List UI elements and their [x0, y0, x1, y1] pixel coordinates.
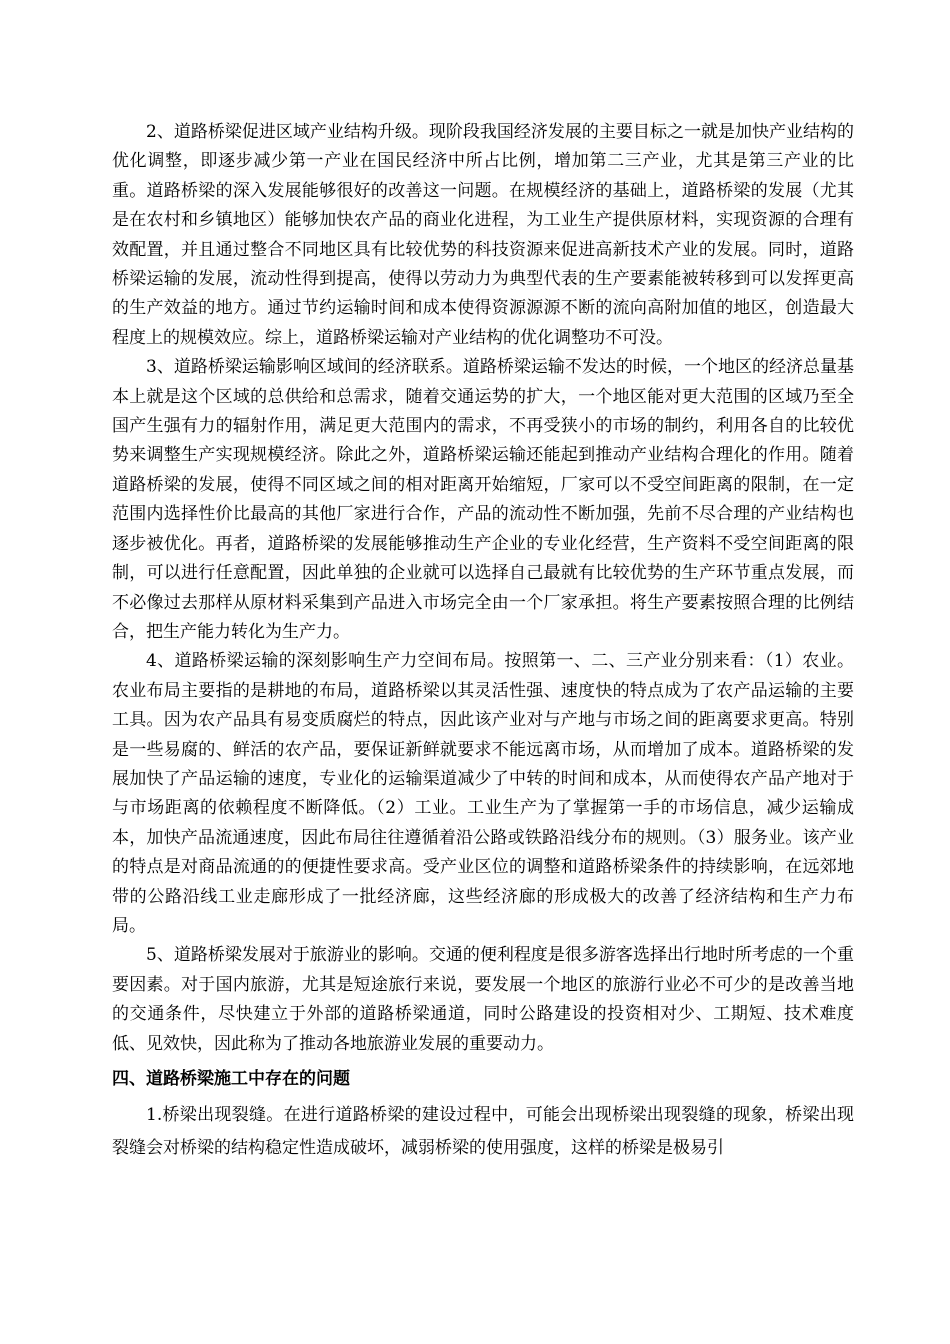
section-heading: 四、道路桥梁施工中存在的问题	[112, 1069, 350, 1089]
paragraph-industrial-structure: 2、道路桥梁促进区域产业结构升级。现阶段我国经济发展的主要目标之一就是加快产业结构的优化调整，即逐步减少第一产业在国民经济中所占比例，增加第二三产业，尤其是第三产业的比重。道路桥梁的深入发展能够很好的改善这一问题。在规模经济的基础上，道路桥梁的发展（尤其是在农村和乡镇地区）能够加快农产品的商业化进程，为工业生产提供原材料，实现资源的合理有效配置，并且通过整合不同地区具有比较优势的科技资源来促进高新技术产业的发展。同时，道路桥梁运输的发展，流动性得到提高，使得以劳动力为典型代表的生产要素能被转移到可以发挥更高的生产效益的地方。通过节约运输时间和成本使得资源源源不断的流向高附加值的地区，创造最大程度上的规模效应。综上，道路桥梁运输对产业结构的优化调整功不可没。	[112, 122, 854, 348]
paragraph-regional-economic-links: 3、道路桥梁运输影响区域间的经济联系。道路桥梁运输不发达的时候，一个地区的经济总量基本上就是这个区域的总供给和总需求，随着交通运势的扩大，一个地区能对更大范围的区域乃至全国产生强有力的辐射作用，满足更大范围内的需求，不再受狭小的市场的制约，利用各自的比较优势来调整生产实现规模经济。除此之外，道路桥梁运输还能起到推动产业结构合理化的作用。随着道路桥梁的发展，使得不同区域之间的相对距离开始缩短，厂家可以不受空间距离的限制，在一定范围内选择性价比最高的其他厂家进行合作，产品的流动性不断加强，先前不尽合理的产业结构也逐步被优化。再者，道路桥梁的发展能够推动生产企业的专业化经营，生产资料不受空间距离的限制，可以进行任意配置，因此单独的企业就可以选择自己最就有比较优势的生产环节重点发展，而不必像过去那样从原材料采集到产品进入市场完全由一个厂家承担。将生产要素按照合理的比例结合，把生产能力转化为生产力。	[112, 357, 854, 642]
paragraph-tourism-impact: 5、道路桥梁发展对于旅游业的影响。交通的便利程度是很多游客选择出行地时所考虑的一个重要因素。对于国内旅游，尤其是短途旅行来说，要发展一个地区的旅游行业必不可少的是改善当地的交通条件，尽快建立于外部的道路桥梁通道，同时公路建设的投资相对少、工期短、技术难度低、见效快，因此称为了推动各地旅游业发展的重要动力。	[112, 945, 854, 1054]
paragraph-bridge-cracks: 1.桥梁出现裂缝。在进行道路桥梁的建设过程中，可能会出现桥梁出现裂缝的现象，桥梁出现裂缝会对桥梁的结构稳定性造成破坏，减弱桥梁的使用强度，这样的桥梁是极易引	[112, 1105, 854, 1158]
paragraph-productivity-layout: 4、道路桥梁运输的深刻影响生产力空间布局。按照第一、二、三产业分别来看：（1）农业。农业布局主要指的是耕地的布局，道路桥梁以其灵活性强、速度快的特点成为了农产品运输的主要工具。因为农产品具有易变质腐烂的特点，因此该产业对与产地与市场之间的距离要求更高。特别是一些易腐的、鲜活的农产品，要保证新鲜就要求不能远离市场，从而增加了成本。道路桥梁的发展加快了产品运输的速度，专业化的运输渠道减少了中转的时间和成本，从而使得农产品产地对于与市场距离的依赖程度不断降低。（2）工业。工业生产为了掌握第一手的市场信息，减少运输成本，加快产品流通速度，因此布局往往遵循着沿公路或铁路沿线分布的规则。（3）服务业。该产业的特点是对商品流通的的便捷性要求高。受产业区位的调整和道路桥梁条件的持续影响，在远郊地带的公路沿线工业走廊形成了一批经济廊，这些经济廊的形成极大的改善了经济结构和生产力布局。	[112, 651, 854, 936]
document-page	[112, 118, 854, 1165]
